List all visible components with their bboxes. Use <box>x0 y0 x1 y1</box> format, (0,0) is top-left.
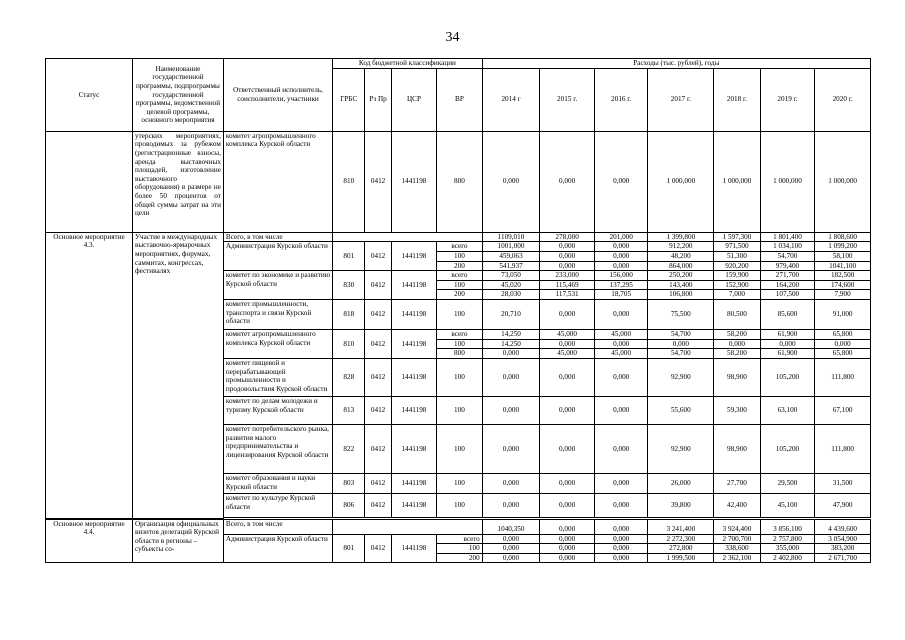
value-cell: 0,000 <box>482 425 540 474</box>
vr-cell: 100 <box>437 397 482 425</box>
value-cell: 278,000 <box>540 232 595 242</box>
executor: Администрация Курской области <box>223 534 332 563</box>
value-cell: 912,200 <box>648 242 714 252</box>
executor: комитет пищевой и перерабатывающей промышленности и продовольствия Курской области <box>223 359 332 397</box>
value-cell: 58,100 <box>815 251 871 261</box>
grbs-cell: 813 <box>333 397 365 425</box>
value-cell: 0,000 <box>540 519 595 534</box>
header-year: 2016 г. <box>594 68 648 131</box>
value-cell: 14,250 <box>482 330 540 340</box>
value-cell: 271,700 <box>760 271 815 281</box>
value-cell: 0,000 <box>594 339 648 349</box>
rzpr-cell: 0412 <box>365 425 391 474</box>
csr-cell: 1441198 <box>391 300 436 330</box>
value-cell: 143,400 <box>648 280 714 290</box>
executor: комитет по культуре Курской области <box>223 494 332 518</box>
value-cell: 3 241,400 <box>648 519 714 534</box>
header-vr: ВР <box>437 68 482 131</box>
header-executor: Ответственный исполнитель, соисполнители, участники <box>223 59 332 132</box>
value-cell: 2 272,300 <box>648 534 714 544</box>
value-cell: 54,700 <box>760 251 815 261</box>
value-cell: 59,300 <box>714 397 761 425</box>
value-cell: 1040,350 <box>482 519 540 534</box>
csr-cell: 1441198 <box>391 534 436 563</box>
rzpr-cell: 0412 <box>365 534 391 563</box>
vr-cell: 100 <box>437 359 482 397</box>
header-year: 2017 г. <box>648 68 714 131</box>
grbs-cell: 810 <box>333 131 365 232</box>
value-cell: 1 099,200 <box>815 242 871 252</box>
rzpr-cell: 0412 <box>365 330 391 359</box>
value-cell: 0,000 <box>594 553 648 563</box>
value-cell: 338,600 <box>714 544 761 554</box>
value-cell: 4 439,600 <box>815 519 871 534</box>
vr-cell: 200 <box>437 261 482 271</box>
grbs-cell: 830 <box>333 271 365 300</box>
value-cell: 42,400 <box>714 494 761 518</box>
value-cell: 0,000 <box>540 251 595 261</box>
value-cell: 45,020 <box>482 280 540 290</box>
value-cell: 156,000 <box>594 271 648 281</box>
vr-cell: всего <box>437 534 482 544</box>
table-row <box>46 519 871 534</box>
value-cell: 2 671,700 <box>815 553 871 563</box>
activity-name: Организация официальных визитов делегаций Курской области в регионы – субъекты со- <box>132 519 223 563</box>
csr-cell: 1441198 <box>391 131 436 232</box>
value-cell: 65,800 <box>815 330 871 340</box>
value-cell: 45,100 <box>760 494 815 518</box>
vr-cell: 100 <box>437 251 482 261</box>
value-cell: 45,000 <box>540 349 595 359</box>
value-cell: 31,500 <box>815 474 871 494</box>
value-cell: 111,800 <box>815 425 871 474</box>
value-cell: 272,800 <box>648 544 714 554</box>
value-cell: 164,200 <box>760 280 815 290</box>
value-cell: 233,000 <box>540 271 595 281</box>
csr-cell: 1441198 <box>391 494 436 518</box>
value-cell: 7,900 <box>815 290 871 300</box>
value-cell: 2 362,100 <box>714 553 761 563</box>
value-cell: 920,200 <box>714 261 761 271</box>
value-cell: 1001,000 <box>482 242 540 252</box>
grbs-cell: 801 <box>333 242 365 271</box>
value-cell: 105,200 <box>760 425 815 474</box>
value-cell: 1 000,000 <box>760 131 815 232</box>
value-cell: 1109,010 <box>482 232 540 242</box>
total-label: Всего, в том числе <box>223 232 332 242</box>
executor: комитет образования и науки Курской области <box>223 474 332 494</box>
vr-cell: 800 <box>437 131 482 232</box>
value-cell: 1 000,000 <box>815 131 871 232</box>
value-cell: 2 402,800 <box>760 553 815 563</box>
rzpr-cell: 0412 <box>365 494 391 518</box>
value-cell: 0,000 <box>540 242 595 252</box>
csr-cell: 1441198 <box>391 359 436 397</box>
executor: Администрация Курской области <box>223 242 332 271</box>
value-cell: 67,100 <box>815 397 871 425</box>
value-cell: 2 757,800 <box>760 534 815 544</box>
vr-cell: всего <box>437 330 482 340</box>
value-cell: 0,000 <box>482 359 540 397</box>
header-year: 2020 г. <box>815 68 871 131</box>
value-cell: 1 808,600 <box>815 232 871 242</box>
value-cell: 971,500 <box>714 242 761 252</box>
grbs-cell: 801 <box>333 534 365 563</box>
value-cell: 45,000 <box>540 330 595 340</box>
value-cell: 91,000 <box>815 300 871 330</box>
value-cell: 0,000 <box>540 131 595 232</box>
value-cell: 45,000 <box>594 330 648 340</box>
value-cell: 1 399,800 <box>648 232 714 242</box>
value-cell: 137,295 <box>594 280 648 290</box>
rzpr-cell: 0412 <box>365 242 391 271</box>
value-cell: 28,030 <box>482 290 540 300</box>
value-cell: 0,000 <box>540 534 595 544</box>
value-cell: 3 924,400 <box>714 519 761 534</box>
value-cell: 174,600 <box>815 280 871 290</box>
value-cell: 47,900 <box>815 494 871 518</box>
executor: комитет агропромышленного комплекса Курской области <box>223 131 332 232</box>
value-cell: 0,000 <box>594 544 648 554</box>
value-cell: 61,900 <box>760 349 815 359</box>
csr-cell: 1441198 <box>391 425 436 474</box>
header-name: Наименование государственной программы, подпрограммы государственной программы, ведомственной целевой программы, основного мероприятия <box>132 59 223 132</box>
value-cell: 182,500 <box>815 271 871 281</box>
value-cell: 3 856,100 <box>760 519 815 534</box>
value-cell: 55,600 <box>648 397 714 425</box>
header-grbs: ГРБС <box>333 68 365 131</box>
csr-cell: 1441198 <box>391 474 436 494</box>
value-cell: 1 034,100 <box>760 242 815 252</box>
vr-cell: 100 <box>437 300 482 330</box>
value-cell: 0,000 <box>714 339 761 349</box>
grbs-cell: 822 <box>333 425 365 474</box>
value-cell: 0,000 <box>815 339 871 349</box>
value-cell: 0,000 <box>594 261 648 271</box>
csr-cell: 1441198 <box>391 271 436 300</box>
table-row <box>46 232 871 242</box>
value-cell: 117,531 <box>540 290 595 300</box>
value-cell: 0,000 <box>594 251 648 261</box>
value-cell: 0,000 <box>540 397 595 425</box>
header-year: 2019 г. <box>760 68 815 131</box>
value-cell: 0,000 <box>594 131 648 232</box>
executor: комитет по экономике и развитию Курской области <box>223 271 332 300</box>
value-cell: 0,000 <box>594 494 648 518</box>
rzpr-cell: 0412 <box>365 474 391 494</box>
value-cell: 98,900 <box>714 359 761 397</box>
value-cell: 0,000 <box>648 339 714 349</box>
value-cell: 65,800 <box>815 349 871 359</box>
value-cell: 115,469 <box>540 280 595 290</box>
vr-cell: 100 <box>437 494 482 518</box>
value-cell: 0,000 <box>594 242 648 252</box>
activity-name: Участие в международных выставочно-ярмарочных мероприятиях, форумах, саммитах, конгрессах, фестивалях <box>132 232 223 518</box>
value-cell: 0,000 <box>594 474 648 494</box>
value-cell: 54,700 <box>648 330 714 340</box>
value-cell: 39,800 <box>648 494 714 518</box>
csr-cell: 1441198 <box>391 330 436 359</box>
value-cell: 541,937 <box>482 261 540 271</box>
header-year: 2018 г. <box>714 68 761 131</box>
grbs-cell: 803 <box>333 474 365 494</box>
grbs-cell: 828 <box>333 359 365 397</box>
value-cell: 0,000 <box>482 544 540 554</box>
executor: комитет по делам молодежи и туризму Курской области <box>223 397 332 425</box>
vr-cell: 800 <box>437 349 482 359</box>
value-cell: 0,000 <box>594 519 648 534</box>
value-cell: 92,900 <box>648 359 714 397</box>
value-cell: 0,000 <box>594 397 648 425</box>
value-cell: 85,600 <box>760 300 815 330</box>
value-cell: 0,000 <box>540 544 595 554</box>
value-cell: 73,050 <box>482 271 540 281</box>
value-cell: 152,900 <box>714 280 761 290</box>
status-cell: Основное мероприятие 4.4. <box>46 519 133 563</box>
value-cell: 0,000 <box>482 397 540 425</box>
grbs-cell: 810 <box>333 330 365 359</box>
total-label: Всего, в том числе <box>223 519 332 534</box>
grbs-cell: 818 <box>333 300 365 330</box>
vr-cell: 100 <box>437 280 482 290</box>
header-csr: ЦСР <box>391 68 436 131</box>
value-cell: 0,000 <box>540 425 595 474</box>
value-cell: 54,700 <box>648 349 714 359</box>
value-cell: 45,000 <box>594 349 648 359</box>
value-cell: 106,800 <box>648 290 714 300</box>
value-cell: 48,200 <box>648 251 714 261</box>
rzpr-cell: 0412 <box>365 300 391 330</box>
header-budget-code: Код бюджетной классификации <box>333 59 483 69</box>
value-cell: 355,000 <box>760 544 815 554</box>
vr-cell: 100 <box>437 339 482 349</box>
vr-cell: 100 <box>437 474 482 494</box>
value-cell: 459,063 <box>482 251 540 261</box>
vr-cell: 200 <box>437 553 482 563</box>
value-cell: 14,250 <box>482 339 540 349</box>
value-cell: 0,000 <box>482 553 540 563</box>
value-cell: 1 000,000 <box>648 131 714 232</box>
value-cell: 1 000,000 <box>714 131 761 232</box>
value-cell: 0,000 <box>594 359 648 397</box>
executor: комитет потребительского рынка, развития малого предпринимательства и лицензирования Курской области <box>223 425 332 474</box>
value-cell: 0,000 <box>760 339 815 349</box>
vr-cell: 200 <box>437 290 482 300</box>
page-number: 34 <box>445 30 460 45</box>
value-cell: 58,200 <box>714 349 761 359</box>
value-cell: 0,000 <box>540 359 595 397</box>
value-cell: 0,000 <box>594 300 648 330</box>
value-cell: 105,200 <box>760 359 815 397</box>
value-cell: 1 999,500 <box>648 553 714 563</box>
value-cell: 63,100 <box>760 397 815 425</box>
value-cell: 26,000 <box>648 474 714 494</box>
value-cell: 29,500 <box>760 474 815 494</box>
value-cell: 98,900 <box>714 425 761 474</box>
value-cell: 0,000 <box>540 339 595 349</box>
vr-cell: 100 <box>437 425 482 474</box>
value-cell: 75,500 <box>648 300 714 330</box>
vr-cell: всего <box>437 242 482 252</box>
value-cell: 0,000 <box>482 474 540 494</box>
budget-table <box>45 58 871 563</box>
csr-cell: 1441198 <box>391 397 436 425</box>
vr-cell: всего <box>437 271 482 281</box>
value-cell: 0,000 <box>540 553 595 563</box>
grbs-cell: 806 <box>333 494 365 518</box>
value-cell: 107,500 <box>760 290 815 300</box>
executor: комитет промышленности, транспорта и связи Курской области <box>223 300 332 330</box>
value-cell: 2 700,700 <box>714 534 761 544</box>
value-cell: 61,900 <box>760 330 815 340</box>
value-cell: 0,000 <box>482 534 540 544</box>
value-cell: 27,700 <box>714 474 761 494</box>
value-cell: 0,000 <box>482 349 540 359</box>
value-cell: 0,000 <box>594 534 648 544</box>
value-cell: 0,000 <box>594 425 648 474</box>
value-cell: 18,705 <box>594 290 648 300</box>
value-cell: 20,710 <box>482 300 540 330</box>
header-status: Статус <box>46 59 133 132</box>
value-cell: 159,900 <box>714 271 761 281</box>
header-year: 2014 г <box>482 68 540 131</box>
value-cell: 1 597,300 <box>714 232 761 242</box>
value-cell: 979,400 <box>760 261 815 271</box>
value-cell: 0,000 <box>540 474 595 494</box>
rzpr-cell: 0412 <box>365 397 391 425</box>
value-cell: 864,000 <box>648 261 714 271</box>
value-cell: 111,800 <box>815 359 871 397</box>
header-expenses: Расходы (тыс. рублей), годы <box>482 59 870 69</box>
rzpr-cell: 0412 <box>365 359 391 397</box>
value-cell: 3 054,900 <box>815 534 871 544</box>
table-row <box>46 131 871 232</box>
value-cell: 80,500 <box>714 300 761 330</box>
value-cell: 0,000 <box>540 300 595 330</box>
value-cell: 58,200 <box>714 330 761 340</box>
value-cell: 0,000 <box>540 494 595 518</box>
header-rzpr: Рз Пр <box>365 68 391 131</box>
activity-name: утерских мероприятиях, проводимых за рубежом (регистрационные взносы, аренда выставочных площадей, изготовление выставочного оборудования) в размере не более 50 процентов от общей суммы затрат на эти цели <box>132 131 223 232</box>
value-cell: 92,900 <box>648 425 714 474</box>
rzpr-cell: 0412 <box>365 271 391 300</box>
value-cell: 1 801,400 <box>760 232 815 242</box>
header-year: 2015 г. <box>540 68 595 131</box>
value-cell: 7,000 <box>714 290 761 300</box>
executor: комитет агропромышленного комплекса Курской области <box>223 330 332 359</box>
rzpr-cell: 0412 <box>365 131 391 232</box>
value-cell: 250,200 <box>648 271 714 281</box>
value-cell: 383,200 <box>815 544 871 554</box>
value-cell: 0,000 <box>482 131 540 232</box>
value-cell: 51,300 <box>714 251 761 261</box>
value-cell: 201,000 <box>594 232 648 242</box>
value-cell: 0,000 <box>540 261 595 271</box>
status-cell: Основное мероприятие 4.3. <box>46 232 133 518</box>
value-cell: 0,000 <box>482 494 540 518</box>
vr-cell: 100 <box>437 544 482 554</box>
value-cell: 1041,100 <box>815 261 871 271</box>
csr-cell: 1441198 <box>391 242 436 271</box>
